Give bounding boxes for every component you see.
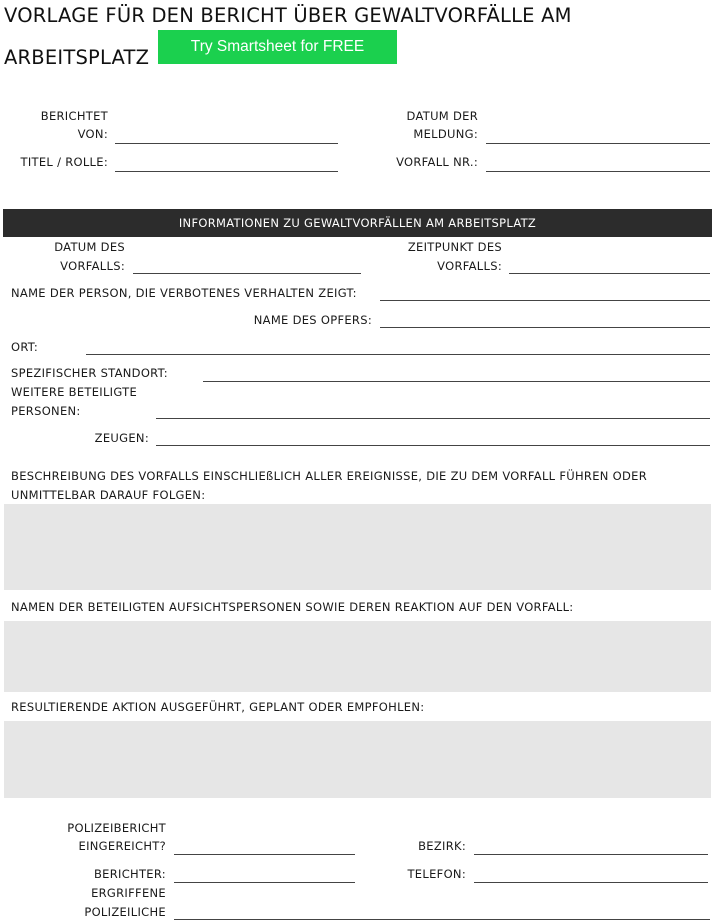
phone-label: TELEFON:: [407, 867, 466, 881]
incident-number-field[interactable]: [486, 171, 710, 172]
description-label-line-1: BESCHREIBUNG DES VORFALLS EINSCHLIEßLICH ALLER EREIGNISSE, DIE ZU DEM VORFALL FÜHREN ODER: [11, 469, 647, 483]
district-label: BEZIRK:: [418, 839, 466, 853]
victim-name-field[interactable]: [380, 327, 710, 328]
witnesses-label: ZEUGEN:: [94, 431, 149, 445]
report-date-field[interactable]: [486, 143, 710, 144]
reporter-field[interactable]: [174, 882, 355, 883]
incident-number-label: VORFALL NR.:: [396, 155, 478, 169]
police-measures-label-line-2: POLIZEILICHE: [84, 905, 166, 919]
actions-label: RESULTIERENDE AKTION AUSGEFÜHRT, GEPLANT ODER EMPFOHLEN:: [11, 700, 425, 714]
other-persons-field[interactable]: [156, 418, 710, 419]
police-report-field[interactable]: [174, 854, 355, 855]
police-report-label-line-1: POLIZEIBERICHT: [67, 821, 166, 835]
specific-location-field[interactable]: [203, 381, 710, 382]
try-smartsheet-button[interactable]: Try Smartsheet for FREE: [158, 30, 397, 64]
report-date-label-line-2: MELDUNG:: [413, 127, 478, 141]
reported-by-label-line-2: VON:: [77, 127, 108, 141]
incident-date-label-line-2: VORFALLS:: [60, 259, 125, 273]
police-measures-label-line-1: ERGRIFFENE: [91, 886, 166, 900]
page-title-line-1: VORLAGE FÜR DEN BERICHT ÜBER GEWALTVORFÄLLE AM: [4, 4, 572, 27]
police-report-label-line-2: EINGEREICHT?: [78, 839, 166, 853]
district-field[interactable]: [474, 854, 708, 855]
incident-date-field[interactable]: [133, 273, 361, 274]
report-date-label-line-1: DATUM DER: [406, 109, 478, 123]
location-label: ORT:: [11, 340, 39, 354]
specific-location-label: SPEZIFISCHER STANDORT:: [11, 366, 168, 380]
incident-time-label-line-2: VORFALLS:: [437, 259, 502, 273]
supervisors-label: NAMEN DER BETEILIGTEN AUFSICHTSPERSONEN SOWIE DEREN REAKTION AUF DEN VORFALL:: [11, 600, 574, 614]
section-header-incident-info: INFORMATIONEN ZU GEWALTVORFÄLLEN AM ARBEITSPLATZ: [3, 209, 712, 237]
phone-field[interactable]: [474, 882, 708, 883]
location-field[interactable]: [86, 354, 710, 355]
page-title-line-2: ARBEITSPLATZ: [4, 46, 150, 69]
incident-time-label-line-1: ZEITPUNKT DES: [407, 240, 502, 254]
reporter-label: BERICHTER:: [93, 867, 166, 881]
perpetrator-name-field[interactable]: [380, 300, 710, 301]
reported-by-label-line-1: BERICHTET: [40, 109, 108, 123]
actions-textarea[interactable]: [4, 721, 711, 798]
title-role-field[interactable]: [115, 171, 338, 172]
victim-name-label: NAME DES OPFERS:: [253, 313, 372, 327]
police-measures-field[interactable]: [174, 919, 710, 920]
reported-by-field[interactable]: [115, 143, 338, 144]
description-textarea[interactable]: [4, 504, 711, 590]
witnesses-field[interactable]: [156, 445, 710, 446]
perpetrator-name-label: NAME DER PERSON, DIE VERBOTENES VERHALTEN ZEIGT:: [11, 286, 357, 300]
incident-date-label-line-1: DATUM DES: [54, 240, 125, 254]
other-persons-label-line-2: PERSONEN:: [11, 404, 81, 418]
title-role-label: TITEL / ROLLE:: [20, 155, 108, 169]
description-label-line-2: UNMITTELBAR DARAUF FOLGEN:: [11, 488, 206, 502]
supervisors-textarea[interactable]: [4, 621, 711, 692]
other-persons-label-line-1: WEITERE BETEILIGTE: [11, 385, 138, 399]
incident-time-field[interactable]: [509, 273, 710, 274]
